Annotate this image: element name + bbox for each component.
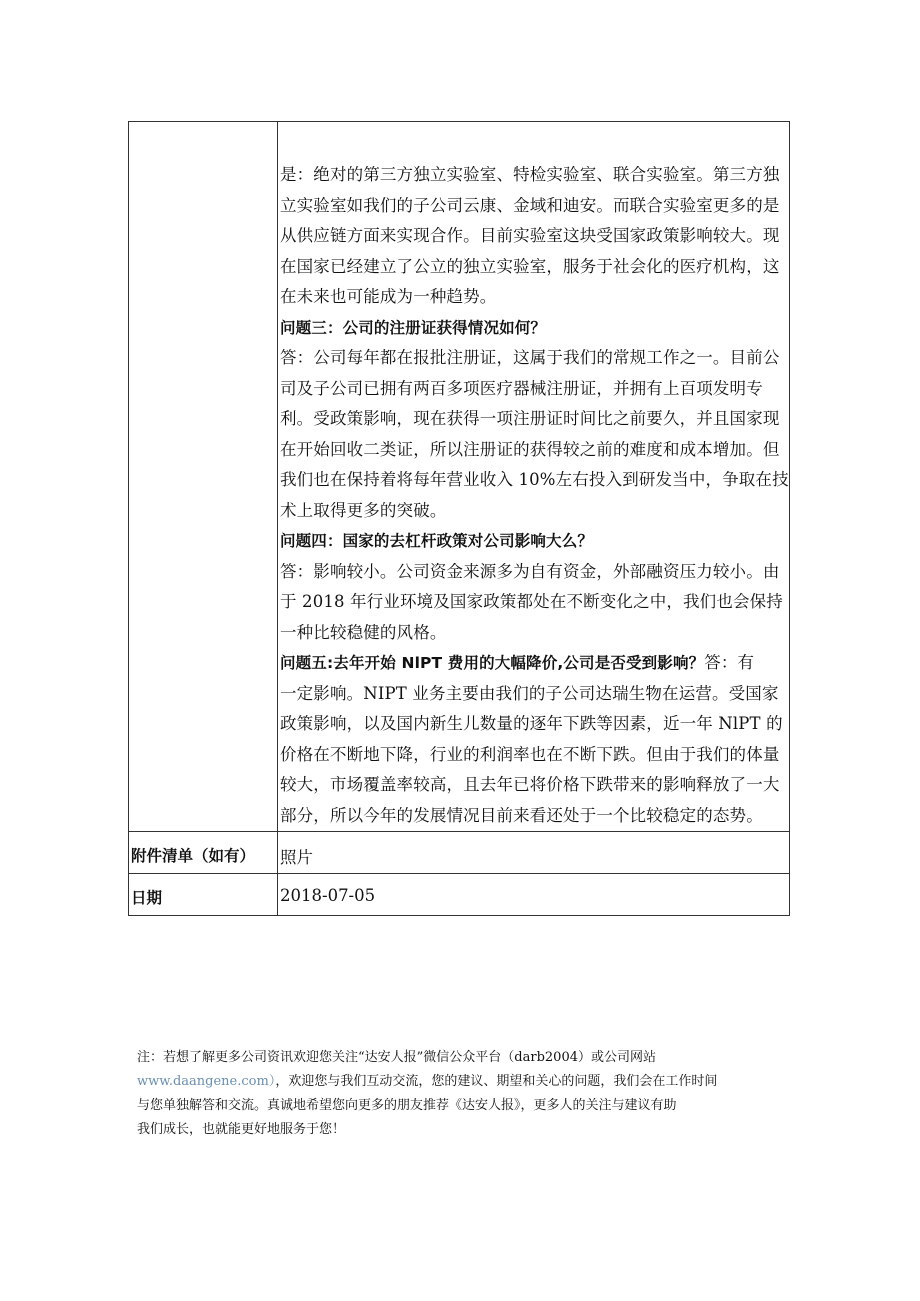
answer-line: 一定影响。NIPT 业务主要由我们的子公司达瑞生物在运营。受国家 (280, 683, 779, 703)
attachments-label: 附件清单（如有） (129, 832, 278, 874)
answer-line: 一种比较稳健的风格。 (280, 622, 447, 642)
text-line: 立实验室如我们的子公司云康、金域和迪安。而联合实验室更多的是 (280, 195, 780, 215)
text-line: 是：绝对的第三方独立实验室、特检实验室、联合实验室。第三方独 (280, 165, 780, 184)
record-table (128, 121, 790, 916)
answer-line: 利。受政策影响，现在获得一项注册证时间比之前要久，并且国家现 (280, 409, 780, 428)
answer-line: 价格在不断地下降，行业的利润率也在不断下跌。但由于我们的体量 (280, 744, 780, 764)
question-4: 问题四：国家的去杠杆政策对公司影响大么？ (280, 532, 594, 550)
note-line-2 (137, 1070, 797, 1094)
attachments-value: 照片 (278, 832, 790, 874)
date-row (129, 874, 790, 916)
content-row (129, 122, 790, 832)
answer-line: 术上取得更多的突破。 (280, 500, 447, 520)
answer-line: 于 2018 年行业环境及国家政策都处在不断变化之中，我们也会保持 (280, 592, 783, 611)
question-5-line (280, 648, 789, 679)
website-link[interactable]: www.daangene.com） (137, 1074, 276, 1089)
answer-line: 我们也在保持着将每年营业收入 10%左右投入到研发当中，争取在技 (280, 470, 789, 489)
note-line-1: 注：若想了解更多公司资讯欢迎您关注“达安人报”微信公众平台（darb2004）或公司网站 (137, 1050, 656, 1065)
answer-line: 较大，市场覆盖率较高，且去年已将价格下跌带来的影响释放了一大 (280, 775, 780, 794)
text-line: 在未来也可能成为一种趋势。 (280, 287, 497, 306)
date-label: 日期 (129, 874, 278, 916)
answer-line: 答：影响较小。公司资金来源多为自有资金，外部融资压力较小。由 (280, 561, 780, 581)
note-line-3: 与您单独解答和交流。真诚地希望您向更多的朋友推荐《达安人报》，更多人的关注与建议有助 (137, 1098, 677, 1113)
answer-line: 司及子公司已拥有两百多项医疗器械注册证，并拥有上百项发明专 (280, 378, 763, 398)
answer-line: 在开始回收二类证，所以注册证的获得较之前的难度和成本增加。但 (280, 439, 780, 459)
note-line-4: 我们成长，也就能更好地服务于您！ (137, 1122, 346, 1137)
question-5: 问题五:去年开始 NlPT 费用的大幅降价,公司是否受到影响？ (280, 654, 705, 672)
answer-line: 答：公司每年都在报批注册证，这属于我们的常规工作之一。目前公 (280, 348, 780, 367)
answer-line: 部分，所以今年的发展情况目前来看还处于一个比较稳定的态势。 (280, 805, 763, 825)
text-line: 从供应链方面来实现合作。目前实验室这块受国家政策影响较大。现 (280, 226, 780, 245)
date-value: 2018-07-05 (278, 874, 790, 916)
footer-note (137, 1046, 797, 1142)
question-3: 问题三：公司的注册证获得情况如何？ (280, 318, 547, 337)
answer-5-start: 答：有 (704, 653, 755, 672)
content-label-cell (129, 122, 278, 832)
attachments-row (129, 832, 790, 874)
content-cell (278, 122, 790, 832)
note-line-2-text: ，欢迎您与我们互动交流，您的建议、期望和关心的问题，我们会在工作时间 (275, 1074, 718, 1089)
answer-line: 政策影响，以及国内新生儿数量的逐年下跌等因素，近一年 NlPT 的 (280, 714, 783, 733)
text-line: 在国家已经建立了公立的独立实验室，服务于社会化的医疗机构，这 (280, 256, 780, 276)
